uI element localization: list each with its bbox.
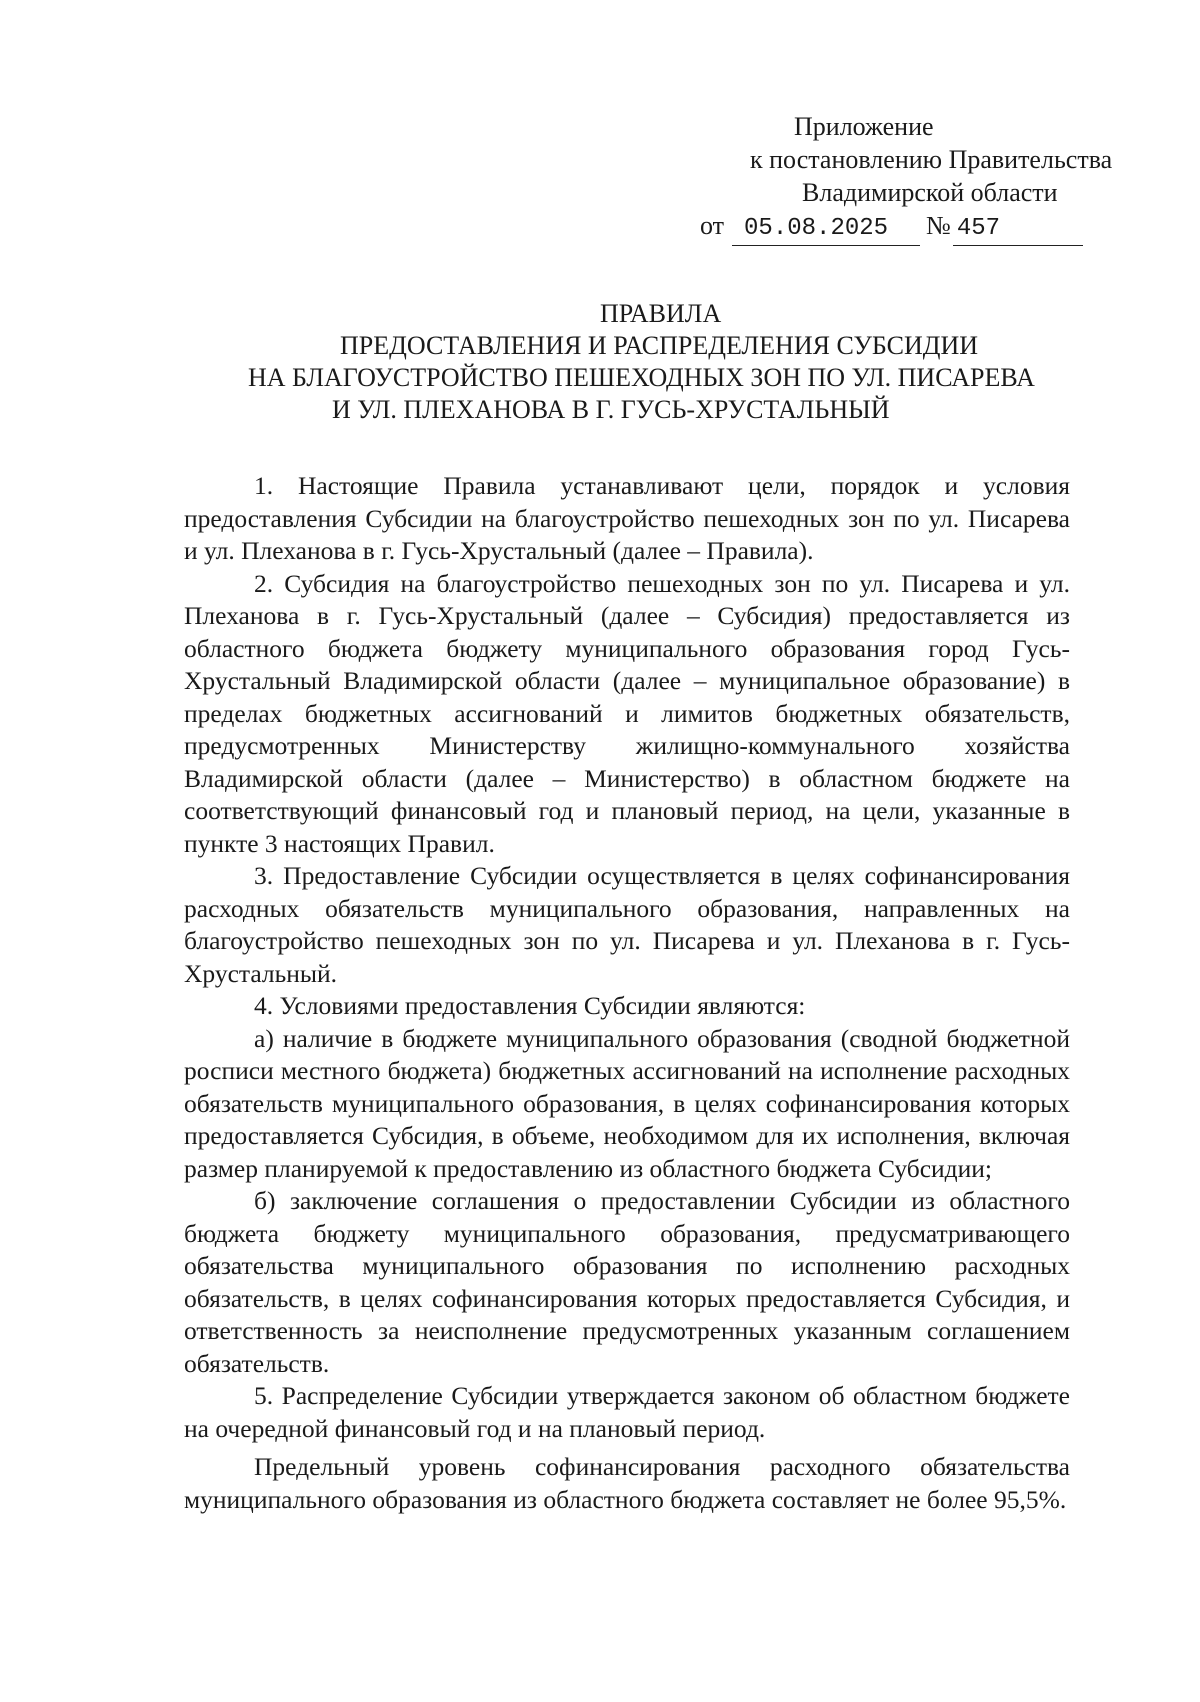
paragraph-4: 4. Условиями предоставления Субсидии являются: bbox=[254, 991, 806, 1020]
paragraph-4b: б) заключение соглашения о предоставлении Субсидии из областного бюджета бюджету муниципального образования, предусматривающего обязательства муниципального образования по исполнению расходных обязательств, в целях софинансирования которых предоставляется Субсидия, и ответственность за неисполнение предусмотренных указанным соглашением обязательств. bbox=[184, 1186, 1070, 1378]
appendix-reference: к постановлению Правительства bbox=[750, 145, 1113, 174]
paragraph-2: 2. Субсидия на благоустройство пешеходных зон по ул. Писарева и ул. Плеханова в г. Гусь-Хрустальный (далее – Субсидия) предоставляется из областного бюджета бюджету муниципального образования город Гусь-Хрустальный Владимирской области (далее – муниципальное образование) в пределах бюджетных ассигнований и лимитов бюджетных обязательств, предусмотренных Министерству жилищно-коммунального хозяйства Владимирской области (далее – Министерство) в областном бюджете на соответствующий финансовый год и плановый период, на цели, указанные в пункте 3 настоящих Правил. bbox=[184, 568, 1070, 858]
appendix-region: Владимирской области bbox=[802, 178, 1058, 207]
paragraph-4a: а) наличие в бюджете муниципального образования (сводной бюджетной росписи местного бюджета) бюджетных ассигнований на исполнение расходных обязательств муниципального образования, в целях софинансирования которых предоставляется Субсидия, в объеме, необходимом для их исполнения, включая размер планируемой к предоставлению из областного бюджета Субсидии; bbox=[184, 1023, 1070, 1183]
resolution-date: 05.08.2025 bbox=[732, 212, 920, 246]
title-line-1: ПРАВИЛА bbox=[600, 299, 722, 328]
appendix-title: Приложение bbox=[794, 112, 934, 141]
paragraph-3: 3. Предоставление Субсидии осуществляется в целях софинансирования расходных обязательств муниципального образования, направленных на благоустройство пешеходных зон по ул. Писарева и ул. Плеханова в г. Гусь-Хрустальный. bbox=[184, 861, 1070, 988]
appendix-date-number-line bbox=[700, 209, 1150, 246]
paragraph-1: 1. Настоящие Правила устанавливают цели, порядок и условия предоставления Субсидии на благоустройство пешеходных зон по ул. Писарева и ул. Плеханова в г. Гусь-Хрустальный (далее – Правила). bbox=[184, 471, 1070, 565]
paragraph-5: 5. Распределение Субсидии утверждается законом об областном бюджете на очередной финансовый год и на плановый период. bbox=[184, 1381, 1070, 1443]
title-line-3: НА БЛАГОУСТРОЙСТВО ПЕШЕХОДНЫХ ЗОН ПО УЛ. ПИСАРЕВА bbox=[248, 363, 1035, 392]
document-body bbox=[184, 470, 1070, 1516]
title-line-2: ПРЕДОСТАВЛЕНИЯ И РАСПРЕДЕЛЕНИЯ СУБСИДИИ bbox=[340, 331, 979, 360]
number-label: № bbox=[926, 211, 951, 240]
paragraph-6: Предельный уровень софинансирования расходного обязательства муниципального образования из областного бюджета составляет не более 95,5%. bbox=[184, 1452, 1070, 1514]
document-title bbox=[180, 298, 1060, 426]
title-line-4: И УЛ. ПЛЕХАНОВА В Г. ГУСЬ-ХРУСТАЛЬНЫЙ bbox=[332, 395, 890, 424]
resolution-number: 457 bbox=[953, 212, 1083, 246]
appendix-header bbox=[700, 110, 1150, 246]
from-label: от bbox=[700, 211, 725, 240]
